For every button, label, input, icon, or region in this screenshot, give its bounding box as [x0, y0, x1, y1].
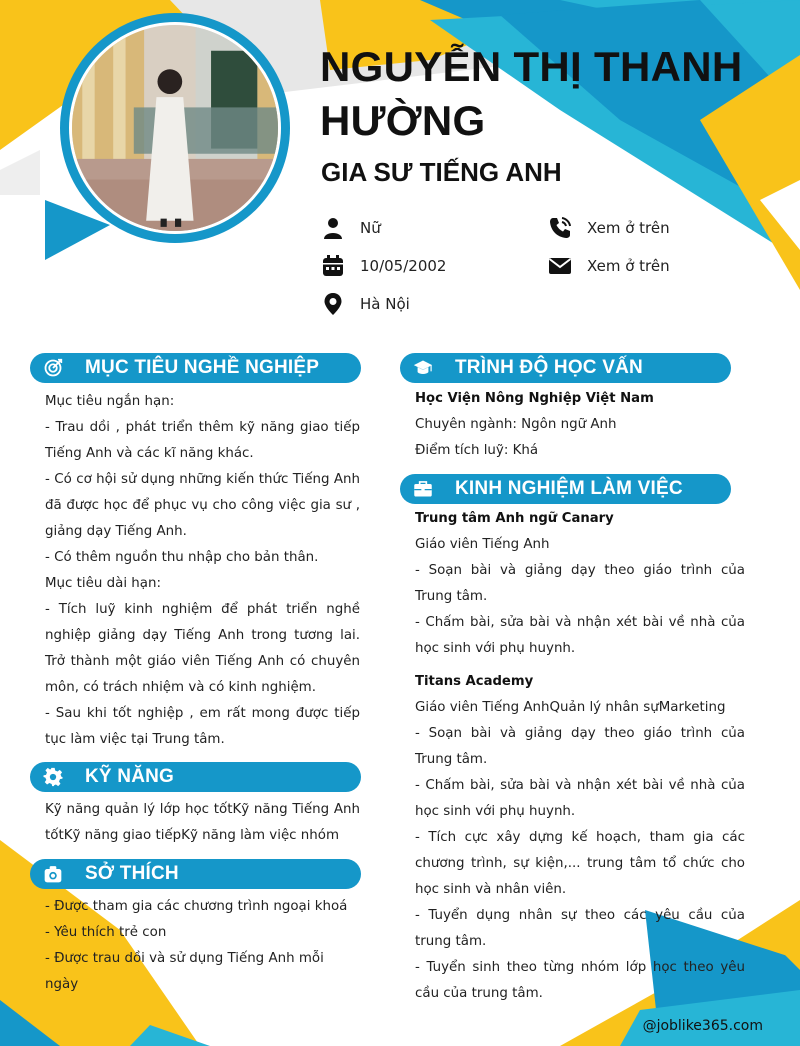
skills-content: [45, 797, 360, 849]
job-duty: - Tích cực xây dựng kế hoạch, tham gia các chương trình, sự kiện,... trung tâm tổ chức cho học sinh và nhân viên.: [415, 830, 745, 897]
objective-line: - Tích luỹ kinh nghiệm để phát triển nghề nghiệp giảng dạy Tiếng Anh trong tương lai. Trở thành một giáo viên Tiếng Anh có chuyên môn, có trách nhiệm và có kinh nghiệm.: [45, 602, 360, 695]
objective-line: - Có cơ hội sử dụng những kiến thức Tiếng Anh đã được học để phục vụ cho công việc gia sư , giảng dạy Tiếng Anh.: [45, 472, 360, 539]
phone-row: [547, 215, 670, 241]
job-duty: - Soạn bài và giảng dạy theo giáo trình của Trung tâm.: [415, 726, 745, 767]
job-duty: - Chấm bài, sửa bài và nhận xét bài về nhà của học sinh với phụ huynh.: [415, 615, 745, 656]
briefcase-icon: [408, 474, 438, 504]
objective-line: - Sau khi tốt nghiệp , em rất mong được tiếp tục làm việc tại Trung tâm.: [45, 706, 360, 747]
company-name: Titans Academy: [415, 674, 534, 689]
gear-icon: [38, 762, 68, 792]
email-row: [547, 253, 670, 279]
hobby-item: - Được tham gia các chương trình ngoại khoá: [45, 899, 348, 914]
gpa: Điểm tích luỹ: Khá: [415, 443, 539, 458]
major: Chuyên ngành: Ngôn ngữ Anh: [415, 417, 617, 432]
candidate-name: NGUYỄN THỊ THANH HƯỜNG: [320, 43, 743, 144]
education-header: [400, 353, 731, 383]
experience-title: KINH NGHIỆM LÀM VIỆC: [455, 478, 683, 499]
person-icon: [320, 215, 346, 241]
job-title: GIA SƯ TIẾNG ANH: [321, 157, 562, 187]
camera-icon: [38, 859, 68, 889]
gender-value: Nữ: [360, 219, 381, 237]
job-duty: - Tuyển dụng nhân sự theo các yêu cầu của trung tâm.: [415, 908, 745, 949]
job-position: Giáo viên Tiếng AnhQuản lý nhân sựMarketing: [415, 700, 726, 715]
job-duty: - Soạn bài và giảng dạy theo giáo trình của Trung tâm.: [415, 563, 745, 604]
education-content: [415, 386, 745, 464]
job-2: [415, 669, 745, 1007]
profile-photo-frame: [60, 13, 290, 243]
objective-line: - Có thêm nguồn thu nhập cho bản thân.: [45, 550, 319, 565]
objective-line: - Trau dồi , phát triển thêm kỹ năng giao tiếp Tiếng Anh và các kĩ năng khác.: [45, 420, 360, 461]
birthday-value: 10/05/2002: [360, 257, 447, 275]
gender-row: [320, 215, 381, 241]
job-duty: - Chấm bài, sửa bài và nhận xét bài về nhà của học sinh với phụ huynh.: [415, 778, 745, 819]
skills-title: KỸ NĂNG: [85, 766, 175, 787]
birthday-row: [320, 253, 446, 279]
school-name: Học Viện Nông Nghiệp Việt Nam: [415, 391, 654, 406]
graduation-cap-icon: [408, 353, 438, 383]
education-title: TRÌNH ĐỘ HỌC VẤN: [455, 357, 643, 378]
objective-header: [30, 353, 361, 383]
hobbies-content: [45, 894, 360, 998]
job-1: [415, 506, 745, 662]
phone-value: Xem ở trên: [587, 219, 670, 237]
address-value: Hà Nội: [360, 295, 410, 313]
location-pin-icon: [320, 291, 346, 317]
company-name: Trung tâm Anh ngữ Canary: [415, 511, 614, 526]
phone-icon: [547, 215, 573, 241]
job-duty: - Tuyển sinh theo từng nhóm lớp học theo yêu cầu của trung tâm.: [415, 960, 745, 1001]
address-row: [320, 291, 410, 317]
objective-content: [45, 389, 360, 753]
objective-line: Mục tiêu dài hạn:: [45, 576, 161, 591]
job-position: Giáo viên Tiếng Anh: [415, 537, 550, 552]
envelope-icon: [547, 253, 573, 279]
site-watermark: @joblike365.com: [642, 1018, 763, 1034]
skills-text: Kỹ năng quản lý lớp học tốtKỹ năng Tiếng Anh tốtKỹ năng giao tiếpKỹ năng làm việc nhóm: [45, 802, 360, 843]
hobby-item: - Yêu thích trẻ con: [45, 925, 167, 940]
hobbies-header: [30, 859, 361, 889]
objective-line: Mục tiêu ngắn hạn:: [45, 394, 175, 409]
email-value: Xem ở trên: [587, 257, 670, 275]
target-icon: [38, 353, 68, 383]
hobby-item: - Được trau dồi và sử dụng Tiếng Anh mỗi ngày: [45, 951, 324, 992]
profile-photo: [69, 22, 281, 234]
skills-header: [30, 762, 361, 792]
objective-title: MỤC TIÊU NGHỀ NGHIỆP: [85, 357, 320, 378]
calendar-icon: [320, 253, 346, 279]
hobbies-title: SỞ THÍCH: [85, 863, 179, 884]
experience-header: [400, 474, 731, 504]
